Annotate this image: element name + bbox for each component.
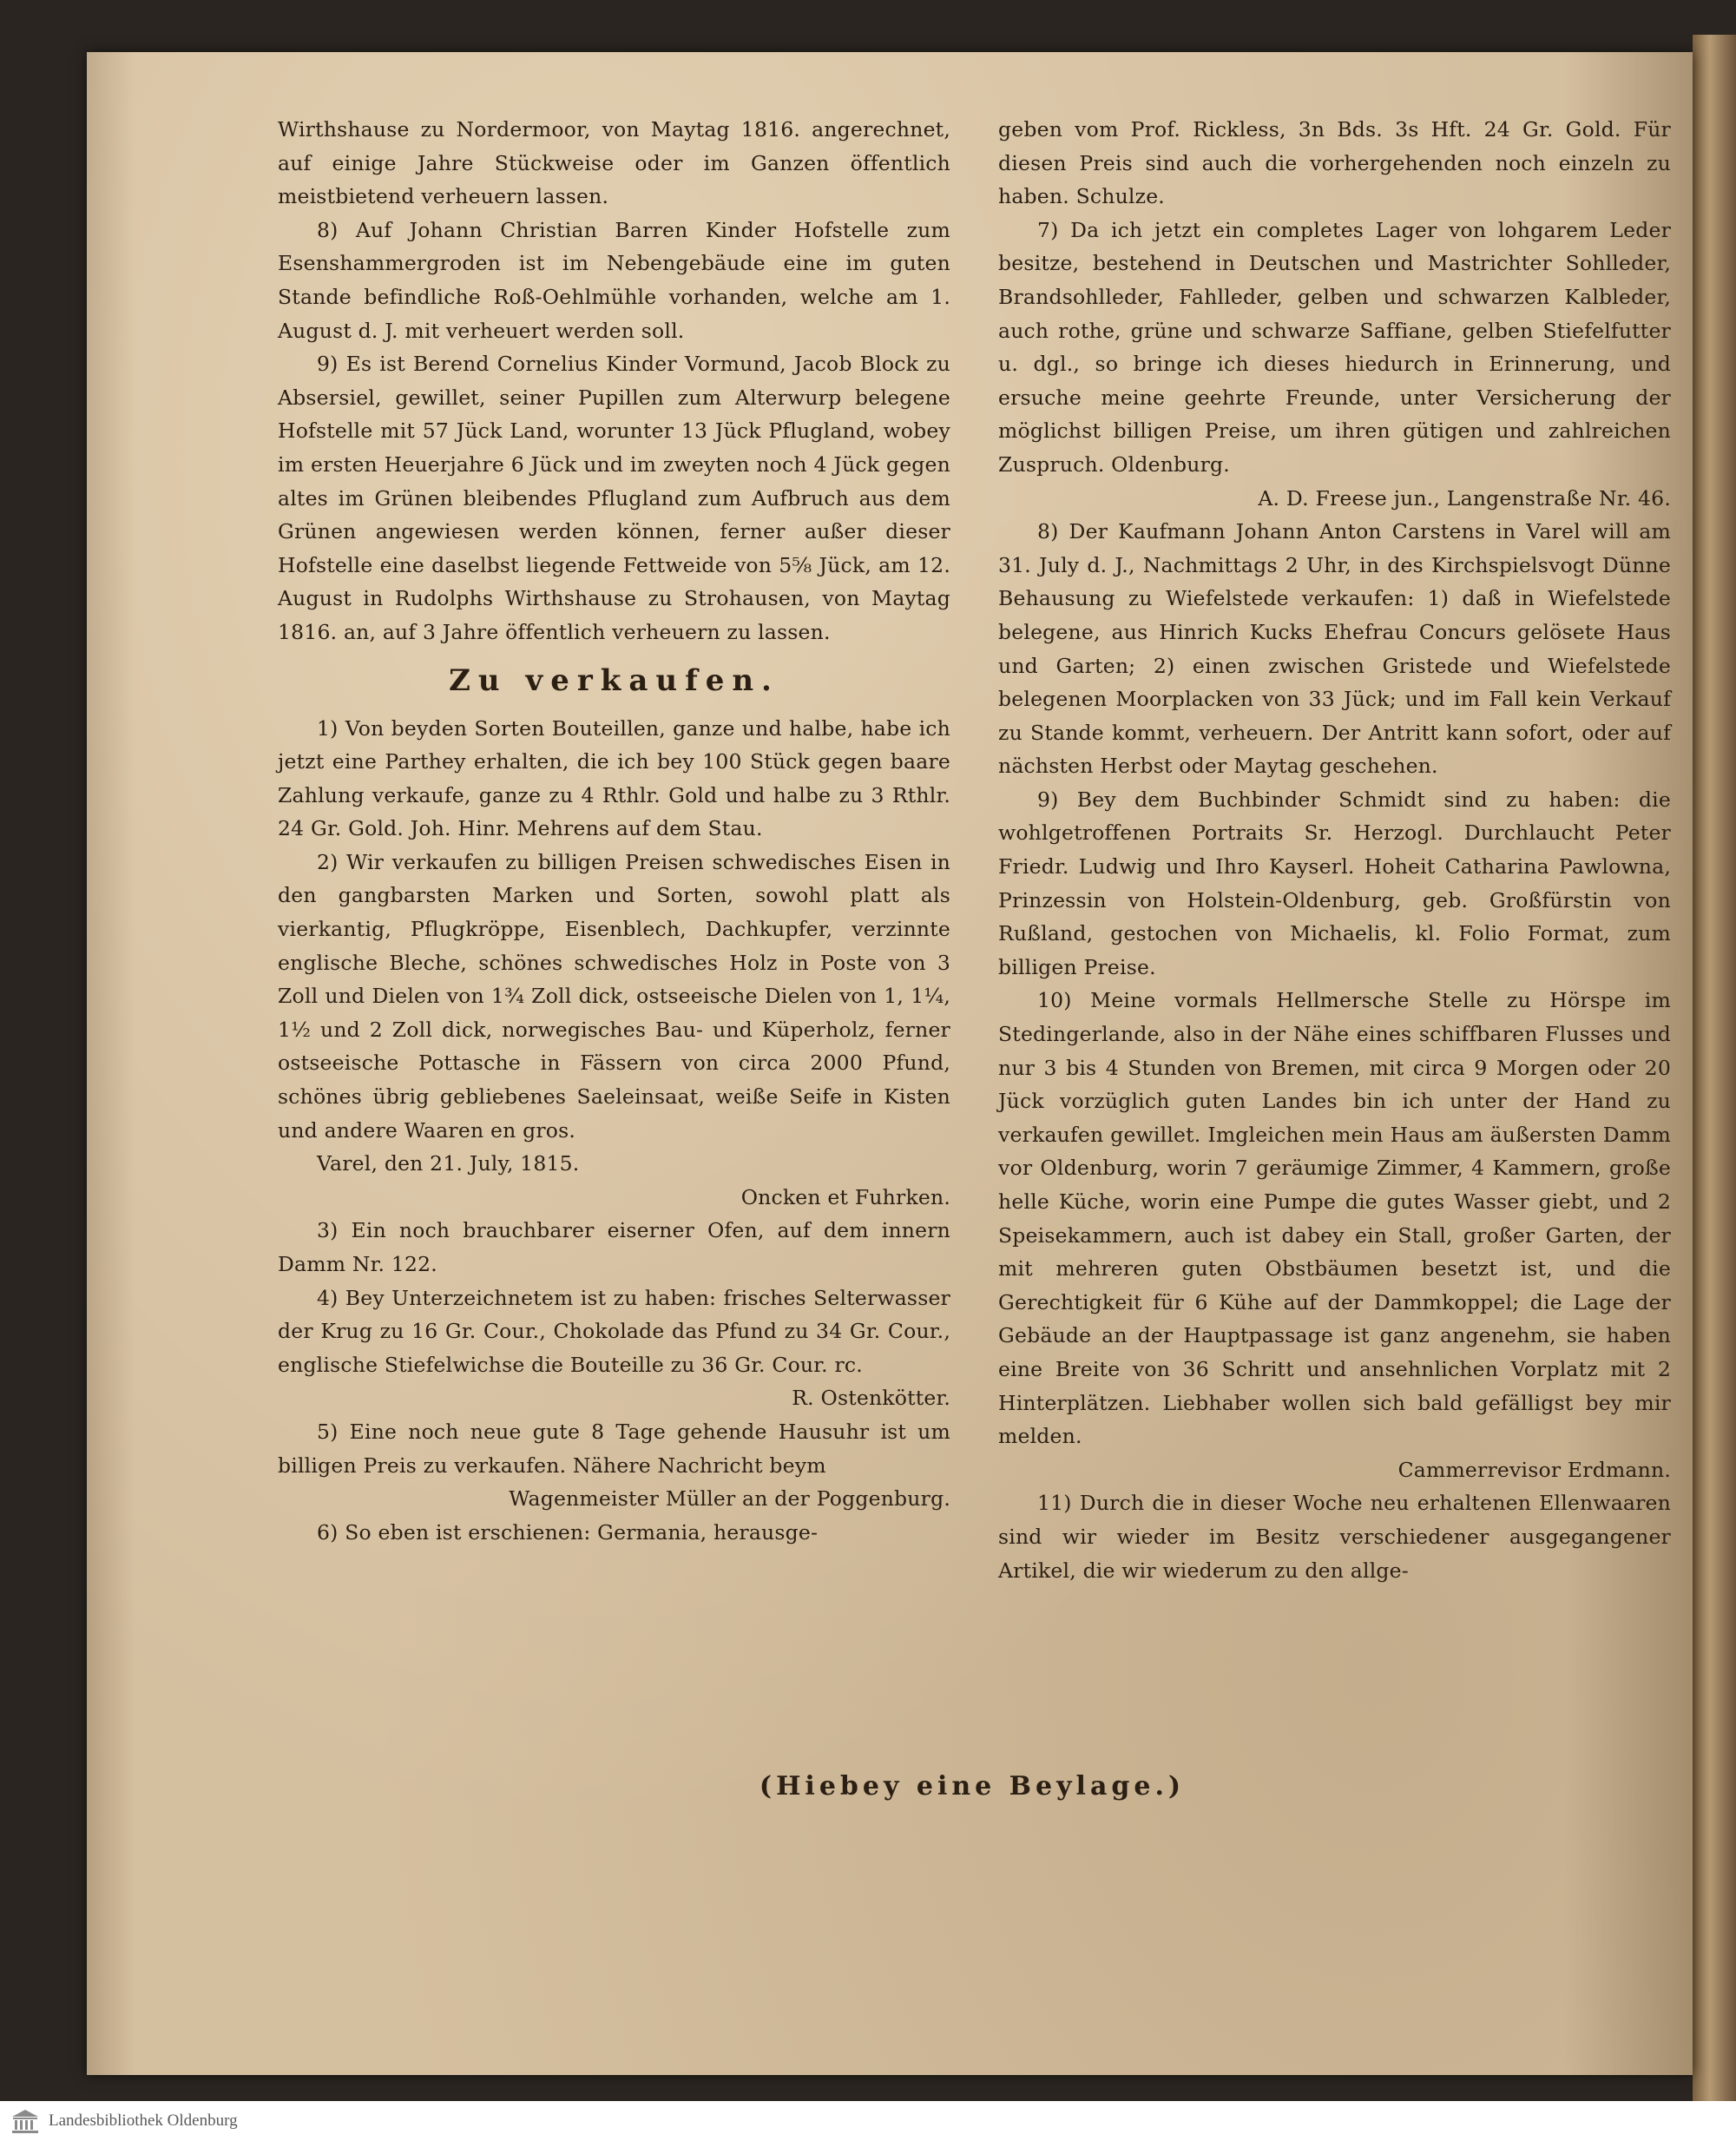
- paragraph: 10) Meine vormals Hellmersche Stelle zu Hörspe im Stedingerlande, also in der Nähe eines schiffbaren Flusses und nur 3 bis 4 Stunden von Bremen, mit circa 9 Morgen oder 20 Jück vorzüglich guten Landes bin ich unter der Hand zu verkaufen gewillet. Imgleichen mein Haus am äußersten Damm vor Oldenburg, worin 7 geräumige Zimmer, 4 Kammern, große helle Küche, worin eine Pumpe die gutes Wasser giebt, und 2 Speisekammern, auch ist dabey ein Stall, großer Garten, der mit mehreren guten Obstbäumen besetzt ist, und die Gerechtigkeit für 6 Kühe auf der Dammkoppel; die Lage der Gebäude an der Hauptpassage ist ganz angenehm, sie haben eine Breite von 36 Schritt und ansehnlichen Vorplatz mit 2 Hinterplätzen. Liebhaber wollen sich bald gefälligst bey mir melden.: [998, 988, 1671, 1449]
- paragraph: 6) So eben ist erschienen: Germania, herausge-: [317, 1519, 819, 1545]
- paragraph: 5) Eine noch neue gute 8 Tage gehende Hausuhr ist um billigen Preis zu verkaufen. Nähere Nachricht beym: [278, 1419, 950, 1478]
- paragraph: Wirthshause zu Nordermoor, von Maytag 1816. angerechnet, auf einige Jahre Stückweise oder im Ganzen öffentlich meistbietend verheuern lassen.: [278, 117, 950, 209]
- signature-line: R. Ostenkötter.: [792, 1386, 950, 1411]
- paragraph: 1) Von beyden Sorten Bouteillen, ganze und halbe, habe ich jetzt eine Parthey erhalten, die ich bey 100 Stück gegen baare Zahlung verkaufe, ganze zu 4 Rthlr. Gold und halbe zu 3 Rthlr. 24 Gr. Gold. Joh. Hinr. Mehrens auf dem Stau.: [278, 715, 950, 841]
- paragraph: 11) Durch die in dieser Woche neu erhaltenen Ellenwaaren sind wir wieder im Besitz verschiedener ausgegangener Artikel, die wir wiederum zu den allge-: [998, 1491, 1671, 1583]
- paragraph: 4) Bey Unterzeichnetem ist zu haben: frisches Selterwasser der Krug zu 16 Gr. Cour., Chokolade das Pfund zu 34 Gr. Cour., englische Stiefelwichse die Bouteille zu 36 Gr. Cour. rc.: [278, 1285, 950, 1377]
- paragraph: 9) Bey dem Buchbinder Schmidt sind zu haben: die wohlgetroffenen Portraits Sr. Herzogl. Durchlaucht Peter Friedr. Ludwig und Ihro Kayserl. Hoheit Catharina Pawlowna, Prinzessin von Holstein-Oldenburg, geb. Großfürstin von Rußland, gestochen von Michaelis, kl. Folio Format, zum billigen Preise.: [998, 787, 1671, 979]
- library-name: Landesbibliothek Oldenburg: [49, 2111, 238, 2130]
- paragraph: Varel, den 21. July, 1815.: [317, 1151, 580, 1176]
- signature-line: A. D. Freese jun., Langenstraße Nr. 46.: [1258, 485, 1671, 511]
- paragraph: geben vom Prof. Rickless, 3n Bds. 3s Hft. 24 Gr. Gold. Für diesen Preis sind auch die vorhergehenden noch einzeln zu haben. Schulze.: [998, 117, 1671, 209]
- paragraph: 2) Wir verkaufen zu billigen Preisen schwedisches Eisen in den gangbarsten Marken und Sorten, sowohl platt als vierkantig, Pflugkröppe, Eisenblech, Dachkupfer, verzinnte englische Bleche, schönes schwedisches Holz in Poste von 3 Zoll und Dielen von 1¾ Zoll dick, ostseeische Dielen von 1, 1¼, 1½ und 2 Zoll dick, norwegisches Bau- und Küperholz, ferner ostseeische Pottasche in Fässern von circa 2000 Pfund, schönes übrig gebliebenes Saeleinsaat, weiße Seife in Kisten und andere Waaren en gros.: [278, 849, 950, 1143]
- appendix-note: (Hiebey eine Beylage.): [759, 1771, 1186, 1802]
- paragraph: 9) Es ist Berend Cornelius Kinder Vormund, Jacob Block zu Absersiel, gewillet, seiner Pupillen zum Alterwurp belegene Hofstelle mit 57 Jück Land, worunter 13 Jück Pflugland, wobey im ersten Heuerjahre 6 Jück und im zweyten noch 4 Jück gegen altes im Grünen bleibendes Pflugland zum Aufbruch aus dem Grünen angewiesen werden können, ferner außer dieser Hofstelle eine daselbst liegende Fettweide von 5⅝ Jück, am 12. August in Rudolphs Wirthshause zu Strohausen, von Maytag 1816. an, auf 3 Jahre öffentlich verheuern zu lassen.: [278, 352, 950, 644]
- paragraph: 8) Der Kaufmann Johann Anton Carstens in Varel will am 31. July d. J., Nachmittags 2 Uhr, in des Kirchspielsvogt Dünne Behausung zu Wiefelstede verkaufen: 1) daß in Wiefelstede belegene, aus Hinrich Kucks Ehefrau Concurs gelösete Haus und Garten; 2) einen zwischen Gristede und Wiefelstede belegenen Moorplacken von 33 Jück; und im Fall kein Verkauf zu Stande kommt, verheuern. Der Antritt kann sofort, oder auf nächsten Herbst oder Maytag geschehen.: [998, 519, 1671, 779]
- paragraph: 7) Da ich jetzt ein completes Lager von lohgarem Leder besitze, bestehend in Deutschen und Mastrichter Sohlleder, Brandsohlleder, Fahlleder, gelben und schwarzen Kalbleder, auch rothe, grüne und schwarze Saffiane, gelben Stiefelfutter u. dgl., so bringe ich dieses hiedurch in Erinnerung, und ersuche meine geehrte Freunde, unter Versicherung der möglichst billigen Preise, um ihren gütigen und zahlreichen Zuspruch. Oldenburg.: [998, 217, 1671, 477]
- library-building-icon: [10, 2108, 40, 2134]
- footer-bar: [0, 2101, 1736, 2141]
- page-edge: [1693, 35, 1736, 2101]
- signature-line: Wagenmeister Müller an der Poggenburg.: [509, 1486, 950, 1512]
- signature-line: Cammerrevisor Erdmann.: [1397, 1457, 1671, 1482]
- left-column: [278, 113, 950, 1549]
- signature-line: Oncken et Fuhrken.: [740, 1184, 950, 1209]
- section-heading: Zu verkaufen.: [449, 662, 779, 698]
- paragraph: 8) Auf Johann Christian Barren Kinder Hofstelle zum Esenshammergroden ist im Nebengebäude eine im guten Stande befindliche Roß-Oehlmühle vorhanden, welche am 1. August d. J. mit verheuert werden soll.: [278, 217, 950, 343]
- right-column: [998, 113, 1671, 1587]
- paragraph: 3) Ein noch brauchbarer eiserner Ofen, auf dem innern Damm Nr. 122.: [278, 1218, 950, 1276]
